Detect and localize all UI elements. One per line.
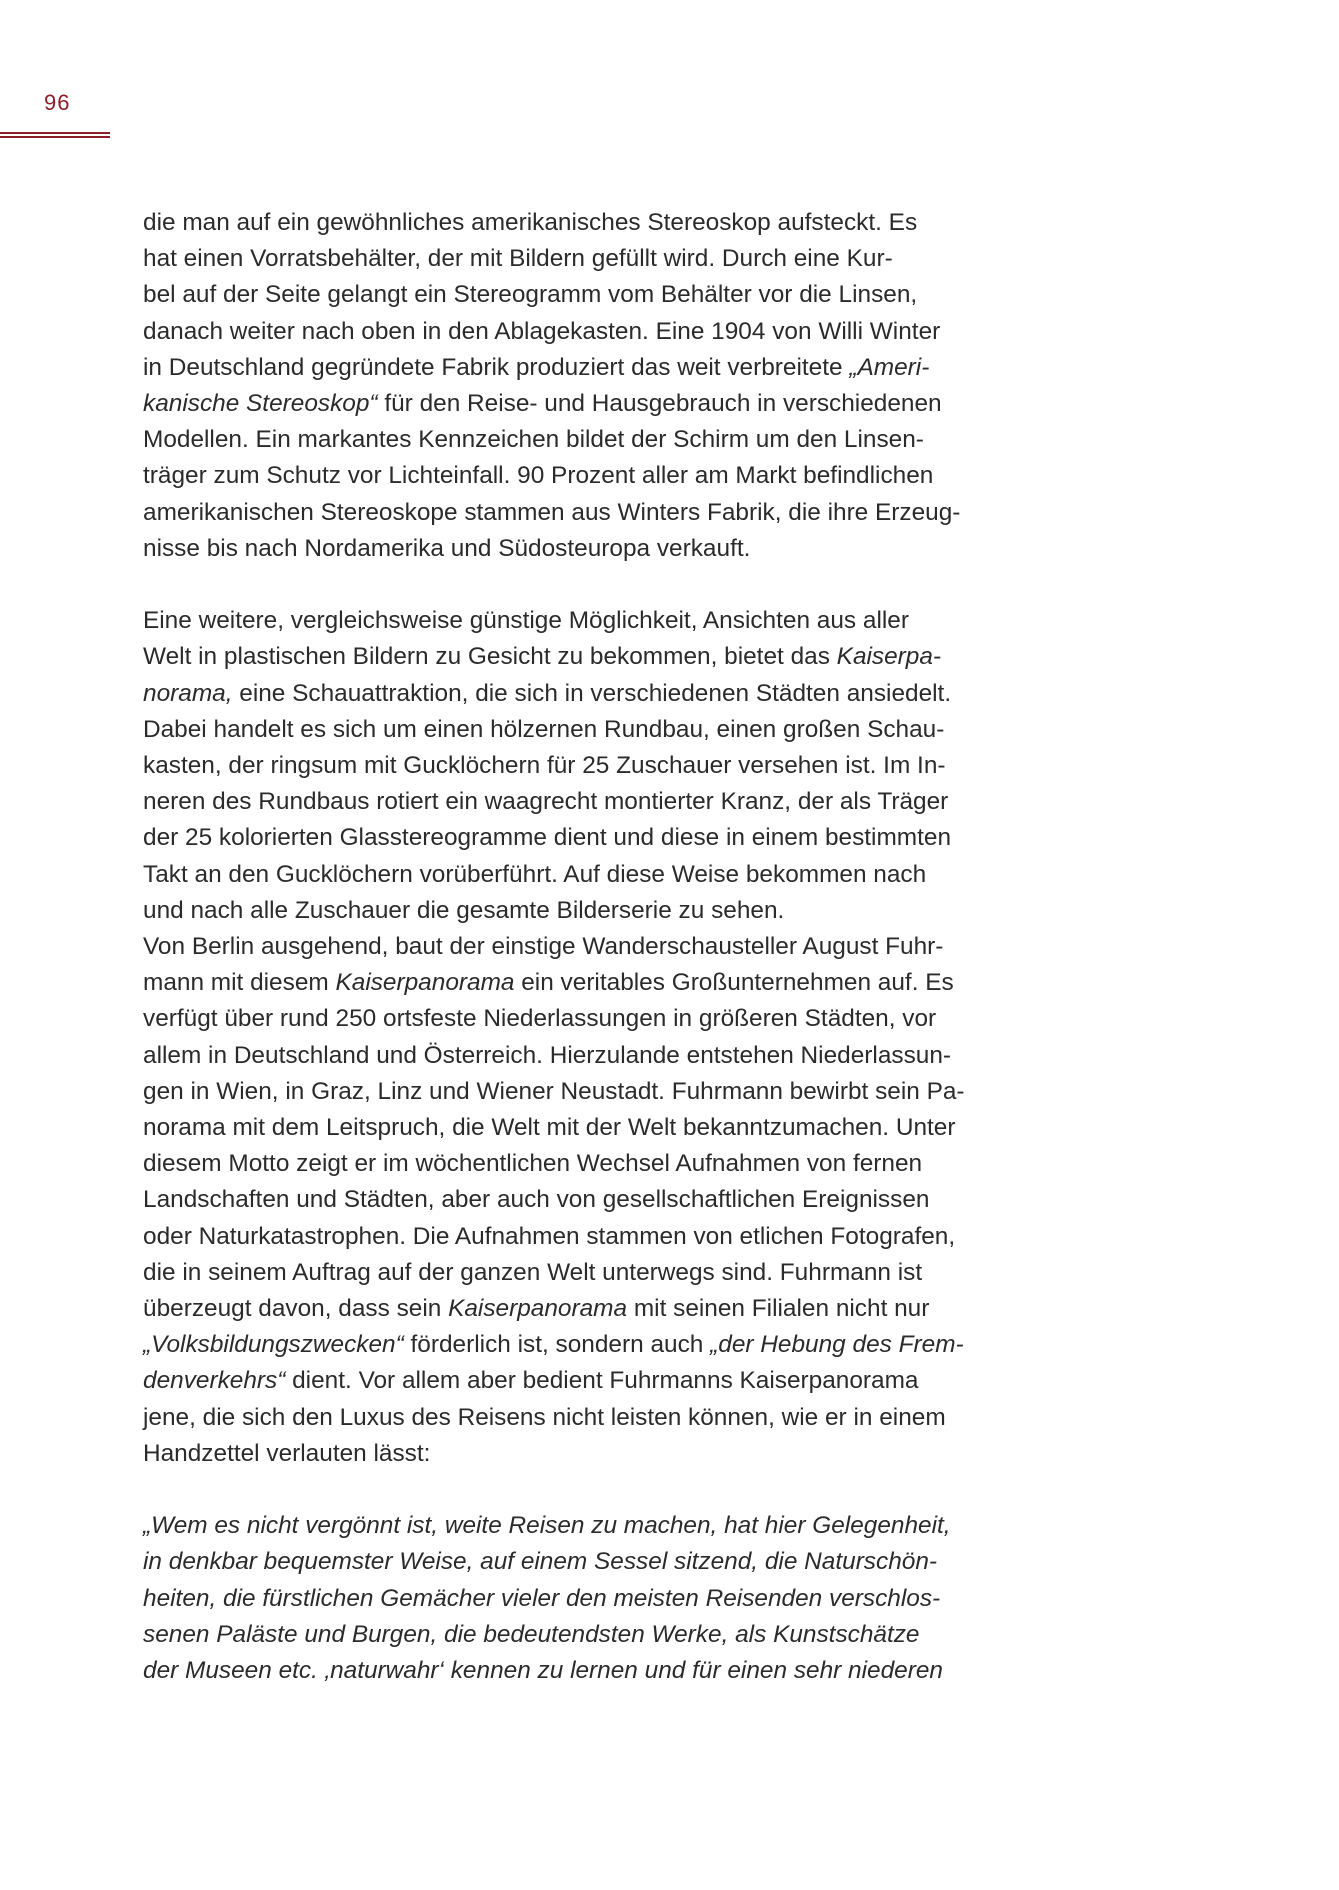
quote-line: der Museen etc. ‚naturwahr‘ kennen zu lernen und für einen sehr niederen <box>143 1657 943 1685</box>
emphasis-text: kanische Stereoskop“ <box>143 390 378 418</box>
quote-line: in denkbar bequemster Weise, auf einem Sessel sitzend, die Naturschön- <box>143 1548 938 1576</box>
text-line <box>143 1291 1043 1327</box>
text-line <box>143 676 1043 712</box>
text-line: Von Berlin ausgehend, baut der einstige Wanderschausteller August Fuhr- <box>143 933 944 961</box>
text-line: allem in Deutschland und Österreich. Hierzulande entstehen Niederlassun- <box>143 1041 952 1069</box>
paragraph-3 <box>143 929 1043 1472</box>
text-line: Takt an den Gucklöchern vorüberführt. Auf diese Weise bekommen nach <box>143 860 927 888</box>
quote-line: heiten, die fürstlichen Gemächer vieler den meisten Reisenden verschlos- <box>143 1584 941 1612</box>
text-segment: Welt in plastischen Bildern zu Gesicht zu bekommen, bietet das <box>143 643 837 671</box>
text-line: und nach alle Zuschauer die gesamte Bilderserie zu sehen. <box>143 896 785 924</box>
emphasis-text: Kaiserpanorama <box>448 1295 628 1323</box>
header-rule <box>0 132 110 138</box>
emphasis-text: „Ameri- <box>849 353 930 381</box>
emphasis-text: Kaiserpanorama <box>335 969 515 997</box>
text-line: hat einen Vorratsbehälter, der mit Bildern gefüllt wird. Durch eine Kur- <box>143 245 893 273</box>
quote-line: „Wem es nicht vergönnt ist, weite Reisen zu machen, hat hier Gelegenheit, <box>143 1512 951 1540</box>
emphasis-text: Kaiserpa- <box>836 643 942 671</box>
page-number: 96 <box>44 90 71 115</box>
emphasis-text: „Volksbildungszwecken“ <box>143 1331 404 1359</box>
text-line <box>143 965 1043 1001</box>
text-line: der 25 kolorierten Glasstereogramme dient und diese in einem bestimmten <box>143 824 952 852</box>
header-rule-line-2 <box>0 136 110 138</box>
text-line: die man auf ein gewöhnliches amerikanisches Stereoskop aufsteckt. Es <box>143 209 918 236</box>
text-line: amerikanischen Stereoskope stammen aus Winters Fabrik, die ihre Erzeug- <box>143 498 961 526</box>
paragraph-spacer <box>143 1472 1043 1508</box>
text-line: gen in Wien, in Graz, Linz und Wiener Neustadt. Fuhrmann bewirbt sein Pa- <box>143 1077 965 1105</box>
text-line: Handzettel verlauten lässt: <box>143 1439 431 1467</box>
text-line: Modellen. Ein markantes Kennzeichen bildet der Schirm um den Linsen- <box>143 426 924 454</box>
text-line: oder Naturkatastrophen. Die Aufnahmen stammen von etlichen Fotografen, <box>143 1222 956 1250</box>
text-line <box>143 1327 1043 1363</box>
text-line <box>143 1363 1043 1399</box>
text-line: danach weiter nach oben in den Ablagekasten. Eine 1904 von Willi Winter <box>143 317 941 345</box>
text-segment: in Deutschland gegründete Fabrik produziert das weit verbreitete <box>143 353 850 381</box>
text-segment: für den Reise- und Hausgebrauch in verschiedenen <box>377 390 942 418</box>
header-rule-line-1 <box>0 132 110 134</box>
text-line: verfügt über rund 250 ortsfeste Niederlassungen in größeren Städten, vor <box>143 1005 937 1033</box>
text-line: diesem Motto zeigt er im wöchentlichen Wechsel Aufnahmen von fernen <box>143 1150 923 1178</box>
text-line: neren des Rundbaus rotiert ein waagrecht montierter Kranz, der als Träger <box>143 788 949 816</box>
text-line: die in seinem Auftrag auf der ganzen Welt unterwegs sind. Fuhrmann ist <box>143 1258 923 1286</box>
emphasis-text: norama, <box>143 679 233 707</box>
text-segment: förderlich ist, sondern auch <box>403 1331 711 1359</box>
text-line: träger zum Schutz vor Lichteinfall. 90 Prozent aller am Markt befindlichen <box>143 462 934 490</box>
quote-line: senen Paläste und Burgen, die bedeutendsten Werke, als Kunstschätze <box>143 1620 920 1648</box>
text-segment: dient. Vor allem aber bedient Fuhrmanns Kaiserpanorama <box>285 1367 919 1395</box>
text-line: norama mit dem Leitspruch, die Welt mit der Welt bekanntzumachen. Unter <box>143 1114 956 1142</box>
text-segment: mann mit diesem <box>143 969 336 997</box>
text-line: Eine weitere, vergleichsweise günstige Möglichkeit, Ansichten aus aller <box>143 607 909 635</box>
emphasis-text: „der Hebung des Frem- <box>710 1331 964 1359</box>
text-line <box>143 386 1043 422</box>
text-line: kasten, der ringsum mit Gucklöchern für 25 Zuschauer versehen ist. Im In- <box>143 752 946 780</box>
text-segment: mit seinen Filialen nicht nur <box>627 1295 930 1323</box>
paragraph-1 <box>143 205 1043 567</box>
text-line: Landschaften und Städten, aber auch von gesellschaftlichen Ereignissen <box>143 1186 930 1214</box>
text-line: nisse bis nach Nordamerika und Südosteuropa verkauft. <box>143 534 751 562</box>
text-segment: überzeugt davon, dass sein <box>143 1295 449 1323</box>
paragraph-2 <box>143 603 1043 929</box>
quote-block <box>143 1508 1043 1689</box>
text-line: jene, die sich den Luxus des Reisens nicht leisten können, wie er in einem <box>143 1403 946 1431</box>
paragraph-spacer <box>143 567 1043 603</box>
emphasis-text: denverkehrs“ <box>143 1367 286 1395</box>
text-segment: ein veritables Großunternehmen auf. Es <box>514 969 954 997</box>
text-line <box>143 350 1043 386</box>
text-line: Dabei handelt es sich um einen hölzernen Rundbau, einen großen Schau- <box>143 715 945 743</box>
body-text <box>143 205 1043 1689</box>
text-line: bel auf der Seite gelangt ein Stereogramm vom Behälter vor die Linsen, <box>143 281 918 309</box>
text-line <box>143 639 1043 675</box>
text-segment: eine Schauattraktion, die sich in verschiedenen Städten ansiedelt. <box>232 679 952 707</box>
